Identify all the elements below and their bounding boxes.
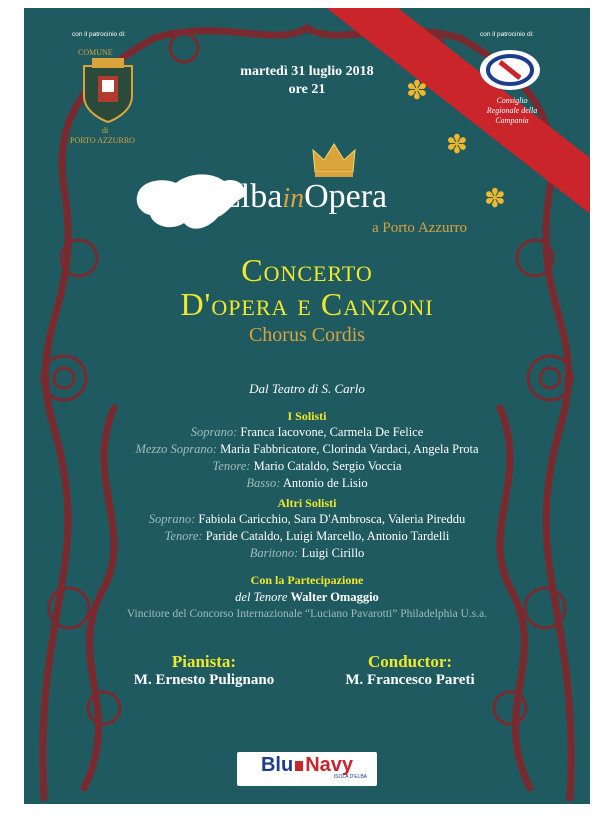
region-name-line2: Regionale della <box>486 106 538 115</box>
brand-opera: Opera <box>304 178 388 215</box>
chorus-name: Chorus Cordis <box>248 324 366 346</box>
origin-line: Dal Teatro di S. Carlo <box>249 381 365 396</box>
soloists-row: Mezzo Soprano: Maria Fabbricatore, Clorinda Vardaci, Angela Prota <box>135 442 479 456</box>
other-soloists-row: Soprano: Fabiola Caricchio, Sara D'Ambrosca, Valeria Pireddu <box>148 512 466 526</box>
comune-name-label: PORTO AZZURRO <box>70 136 135 145</box>
event-date: martedì 31 luglio 2018 <box>240 64 374 79</box>
soloists-row: Tenore: Mario Cataldo, Sergio Voccia <box>212 459 402 473</box>
brand-in: in <box>282 183 305 214</box>
bee-icon: ✽ <box>406 76 428 105</box>
brand-subtitle: a Porto Azzurro <box>372 220 467 236</box>
right-patronage-label: con il patrocinio di: <box>480 31 534 38</box>
pianist-label: Pianista: <box>171 652 237 671</box>
participation-award: Vincitore del Concorso Internazionale “Luciano Pavarotti” Philadelphia U.s.a. <box>126 608 488 620</box>
other-soloists-row: Baritono: Luigi Cirillo <box>249 546 365 560</box>
region-name-line3: Campania <box>495 116 529 125</box>
participation-heading: Con la Partecipazione <box>250 573 364 587</box>
participation-tenor: del Tenore Walter Omaggio <box>235 590 379 604</box>
pianist-name: M. Ernesto Pulignano <box>133 672 275 688</box>
other-soloists-heading: Altri Solisti <box>277 496 337 510</box>
conductor-label: Conductor: <box>367 652 453 671</box>
soloists-heading: I Solisti <box>287 409 327 423</box>
conductor-name: M. Francesco Pareti <box>345 672 475 688</box>
bee-icon: ✽ <box>446 130 468 159</box>
crown-icon <box>311 142 357 178</box>
poster <box>24 8 590 804</box>
brand-elba: Elba <box>220 178 283 215</box>
left-patronage-label: con il patrocinio di: <box>72 31 126 38</box>
soloists-row: Basso: Antonio de Lisio <box>246 476 368 490</box>
event-time: ore 21 <box>288 82 326 97</box>
comune-di-label: di <box>102 126 109 135</box>
comune-label: COMUNE <box>78 48 113 57</box>
other-soloists-row: Tenore: Paride Cataldo, Luigi Marcello, Antonio Tardelli <box>164 529 450 543</box>
soloists-row: Soprano: Franca Iacovone, Carmela De Felice <box>190 425 424 439</box>
region-name-line1: Consiglio <box>496 96 528 105</box>
title-line1: Concerto <box>241 252 373 288</box>
bee-icon: ✽ <box>484 184 506 213</box>
title-line2: D'opera e Canzoni <box>180 286 434 322</box>
bluenavy-logo: Blu Navy ISOLA D'ELBA <box>237 752 377 786</box>
